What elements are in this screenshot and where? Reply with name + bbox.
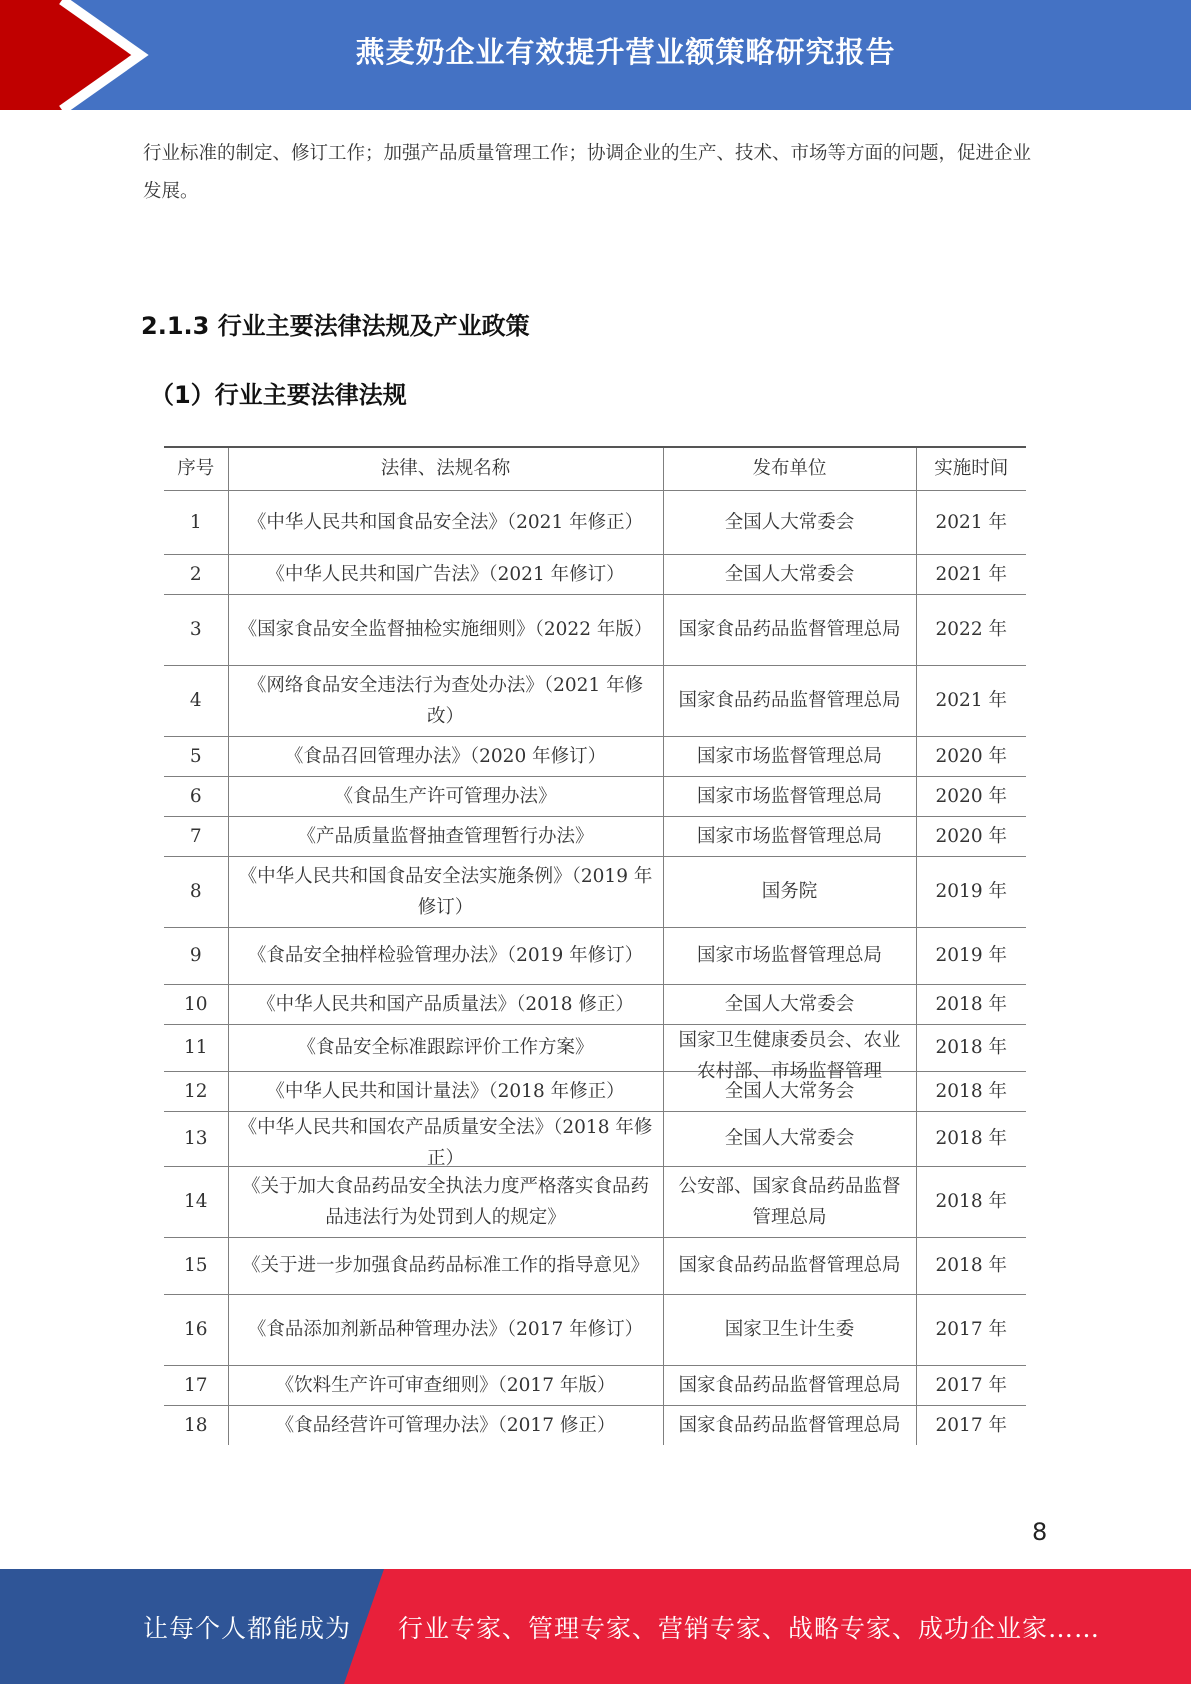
- row-date-text: 2018 年: [935, 1255, 1007, 1276]
- row-no-cell: [164, 665, 228, 736]
- row-name-cell: [228, 490, 663, 554]
- row-date-text: 2018 年: [935, 1080, 1007, 1102]
- row-name-text: 《中华人民共和国计量法》（2018 年修正）: [266, 1080, 625, 1102]
- row-date-cell: [916, 984, 1026, 1024]
- row-date-cell: [916, 736, 1026, 776]
- row-no-cell: [164, 1237, 228, 1294]
- row-date-text: 2020 年: [935, 785, 1007, 807]
- row-issuer-cell: [663, 736, 916, 776]
- row-issuer-cell: [663, 554, 916, 594]
- row-name-text: 《关于进一步加强食品药品标准工作的指导意见》: [241, 1255, 649, 1276]
- table-row: [164, 594, 1026, 665]
- row-date-cell: [916, 776, 1026, 816]
- row-date-cell: [916, 554, 1026, 594]
- subsection-heading: （1）行业主要法律法规: [150, 381, 407, 409]
- row-issuer-text: 全国人大常委会: [724, 1128, 855, 1149]
- laws-table: [164, 446, 1026, 1445]
- row-name-cell: [228, 594, 663, 665]
- row-issuer-text: 国家食品药品监督管理总局: [678, 690, 901, 711]
- table-header-row: [164, 447, 1026, 490]
- row-name-cell: [228, 554, 663, 594]
- row-name-text: 《食品添加剂新品种管理办法》（2017 年修订）: [247, 1319, 644, 1340]
- table-row: [164, 776, 1026, 816]
- header-date: 实施时间: [916, 447, 1026, 490]
- row-name-cell: [228, 1294, 663, 1365]
- row-date-cell: [916, 1405, 1026, 1445]
- row-name-text: 《中华人民共和国食品安全法》（2021 年修正）: [247, 511, 644, 533]
- row-name-text: 《食品安全标准跟踪评价工作方案》: [297, 1037, 594, 1058]
- row-date-text: 2018 年: [935, 1191, 1007, 1212]
- footer-slogan-right: 行业专家、管理专家、营销专家、战略专家、成功企业家……: [398, 1613, 1101, 1643]
- row-no-text: 10: [183, 993, 208, 1015]
- row-name-cell: [228, 1111, 663, 1169]
- row-date-cell: [916, 490, 1026, 554]
- section-heading: 2.1.3 行业主要法律法规及产业政策: [141, 312, 530, 340]
- row-name-cell: [228, 1166, 663, 1237]
- row-no-text: 4: [189, 690, 202, 711]
- row-issuer-text: 国家市场监督管理总局: [696, 945, 882, 966]
- table-row: [164, 1024, 1026, 1071]
- row-issuer-text: 国家食品药品监督管理总局: [678, 1374, 901, 1396]
- row-no-text: 6: [189, 785, 202, 807]
- row-date-cell: [916, 927, 1026, 984]
- header-issuer: 发布单位: [663, 447, 916, 490]
- footer-banner: [0, 1569, 1191, 1684]
- row-issuer-cell: [663, 984, 916, 1024]
- row-issuer-text: 国家食品药品监督管理总局: [678, 1414, 901, 1436]
- row-issuer-cell: [663, 776, 916, 816]
- row-name-cell: [228, 1237, 663, 1294]
- row-date-text: 2021 年: [935, 563, 1007, 585]
- row-date-text: 2017 年: [935, 1414, 1007, 1436]
- row-issuer-text: 国务院: [761, 881, 818, 902]
- row-issuer-cell: [663, 1294, 916, 1365]
- table-row: [164, 736, 1026, 776]
- row-date-text: 2017 年: [935, 1319, 1007, 1340]
- row-date-cell: [916, 816, 1026, 856]
- table-row: [164, 856, 1026, 927]
- row-issuer-text: 全国人大常委会: [724, 563, 855, 585]
- row-no-cell: [164, 1294, 228, 1365]
- row-no-text: 9: [189, 945, 202, 966]
- row-no-cell: [164, 594, 228, 665]
- row-date-text: 2019 年: [935, 945, 1007, 966]
- row-date-cell: [916, 1237, 1026, 1294]
- row-name-text: 《食品召回管理办法》（2020 年修订）: [284, 745, 607, 767]
- row-no-text: 3: [189, 619, 202, 640]
- table-row: [164, 490, 1026, 554]
- row-issuer-cell: [663, 665, 916, 736]
- footer-slogan-left: 让每个人都能成为: [143, 1613, 352, 1643]
- row-name-text: 《中华人民共和国广告法》（2021 年修订）: [266, 563, 625, 585]
- row-name-text: 《食品生产许可管理办法》: [334, 785, 557, 807]
- table-row: [164, 1166, 1026, 1237]
- row-no-text: 16: [183, 1319, 208, 1340]
- row-no-cell: [164, 736, 228, 776]
- row-issuer-cell: [663, 856, 916, 927]
- row-no-cell: [164, 1111, 228, 1166]
- row-name-cell: [228, 984, 663, 1024]
- row-date-text: 2022 年: [935, 619, 1007, 640]
- row-name-text: 《网络食品安全违法行为查处办法》（2021 年修改）: [247, 674, 644, 727]
- row-name-cell: [228, 816, 663, 856]
- row-name-cell: [228, 1405, 663, 1445]
- row-issuer-cell: [663, 1024, 916, 1082]
- row-name-text: 《饮料生产许可审查细则》（2017 年版）: [275, 1374, 616, 1396]
- row-date-cell: [916, 1024, 1026, 1071]
- row-no-text: 18: [183, 1414, 208, 1436]
- row-no-cell: [164, 1365, 228, 1405]
- row-date-cell: [916, 665, 1026, 736]
- row-issuer-text: 国家食品药品监督管理总局: [678, 619, 901, 640]
- row-issuer-cell: [663, 816, 916, 856]
- row-no-cell: [164, 1405, 228, 1445]
- row-no-cell: [164, 776, 228, 816]
- header-name: 法律、法规名称: [228, 447, 663, 490]
- table-row: [164, 554, 1026, 594]
- row-no-cell: [164, 1024, 228, 1071]
- row-issuer-text: 国家市场监督管理总局: [696, 825, 882, 847]
- row-date-cell: [916, 594, 1026, 665]
- row-no-text: 17: [183, 1374, 208, 1396]
- row-issuer-text: 国家食品药品监督管理总局: [678, 1255, 901, 1276]
- intro-paragraph: 行业标准的制定、修订工作；加强产品质量管理工作；协调企业的生产、技术、市场等方面的问题，促进企业发展。: [143, 143, 1032, 202]
- row-no-cell: [164, 490, 228, 554]
- table-row: [164, 1365, 1026, 1405]
- row-name-cell: [228, 1071, 663, 1111]
- table-row: [164, 1071, 1026, 1111]
- row-issuer-text: 国家卫生计生委: [724, 1319, 855, 1340]
- row-date-text: 2018 年: [935, 1037, 1007, 1058]
- table-row: [164, 665, 1026, 736]
- row-no-cell: [164, 984, 228, 1024]
- row-date-text: 2019 年: [935, 881, 1007, 902]
- row-no-text: 1: [189, 511, 202, 533]
- row-no-text: 13: [183, 1128, 208, 1149]
- row-date-text: 2018 年: [935, 993, 1007, 1015]
- row-no-text: 2: [189, 563, 202, 585]
- row-no-text: 15: [183, 1255, 208, 1276]
- row-no-text: 5: [189, 745, 202, 767]
- table-row: [164, 984, 1026, 1024]
- row-no-cell: [164, 856, 228, 927]
- row-issuer-cell: [663, 1365, 916, 1405]
- header-banner: [0, 0, 1191, 110]
- row-date-cell: [916, 1365, 1026, 1405]
- row-no-text: 7: [189, 825, 202, 847]
- row-name-cell: [228, 1024, 663, 1071]
- row-no-text: 11: [183, 1037, 208, 1058]
- row-name-text: 《食品经营许可管理办法》（2017 修正）: [275, 1414, 616, 1436]
- row-date-text: 2021 年: [935, 690, 1007, 711]
- row-no-cell: [164, 1071, 228, 1111]
- row-name-text: 《产品质量监督抽查管理暂行办法》: [297, 825, 594, 847]
- row-date-text: 2018 年: [935, 1128, 1007, 1149]
- row-issuer-cell: [663, 594, 916, 665]
- table-row: [164, 1111, 1026, 1166]
- row-issuer-text: 全国人大常委会: [724, 993, 855, 1015]
- row-name-cell: [228, 1365, 663, 1405]
- row-no-cell: [164, 1166, 228, 1237]
- row-name-text: 《食品安全抽样检验管理办法》（2019 年修订）: [247, 945, 644, 966]
- row-issuer-cell: [663, 1111, 916, 1166]
- row-no-text: 12: [183, 1080, 208, 1102]
- row-issuer-text: 国家市场监督管理总局: [696, 745, 882, 767]
- row-issuer-cell: [663, 927, 916, 984]
- row-issuer-text: 公安部、国家食品药品监督管理总局: [678, 1175, 901, 1228]
- row-name-text: 《国家食品安全监督抽检实施细则》（2022 年版）: [238, 619, 653, 640]
- row-date-cell: [916, 856, 1026, 927]
- row-issuer-text: 国家卫生健康委员会、农业农村部、市场监督管理: [678, 1030, 901, 1082]
- row-name-cell: [228, 927, 663, 984]
- row-name-text: 《中华人民共和国食品安全法实施条例》（2019 年修订）: [238, 865, 653, 918]
- row-name-text: 《关于加大食品药品安全执法力度严格落实食品药品违法行为处罚到人的规定》: [241, 1175, 649, 1228]
- row-date-text: 2020 年: [935, 745, 1007, 767]
- row-no-cell: [164, 816, 228, 856]
- page-number: 8: [1032, 1518, 1048, 1546]
- row-name-text: 《中华人民共和国农产品质量安全法》（2018 年修正）: [238, 1117, 653, 1169]
- table-row: [164, 1294, 1026, 1365]
- row-name-cell: [228, 776, 663, 816]
- row-no-cell: [164, 554, 228, 594]
- row-no-text: 14: [183, 1191, 208, 1212]
- row-name-cell: [228, 736, 663, 776]
- row-name-text: 《中华人民共和国产品质量法》（2018 修正）: [257, 993, 634, 1015]
- row-issuer-text: 国家市场监督管理总局: [696, 785, 882, 807]
- row-issuer-cell: [663, 1237, 916, 1294]
- table-row: [164, 1405, 1026, 1445]
- document-title: 燕麦奶企业有效提升营业额策略研究报告: [355, 34, 896, 69]
- row-date-cell: [916, 1071, 1026, 1111]
- row-date-text: 2017 年: [935, 1374, 1007, 1396]
- row-issuer-cell: [663, 1166, 916, 1237]
- table-row: [164, 927, 1026, 984]
- row-name-cell: [228, 856, 663, 927]
- row-name-cell: [228, 665, 663, 736]
- row-no-text: 8: [189, 881, 202, 902]
- row-date-cell: [916, 1166, 1026, 1237]
- row-no-cell: [164, 927, 228, 984]
- row-issuer-cell: [663, 490, 916, 554]
- row-issuer-cell: [663, 1405, 916, 1445]
- table-row: [164, 1237, 1026, 1294]
- table-row: [164, 816, 1026, 856]
- header-no: 序号: [164, 447, 228, 490]
- row-date-cell: [916, 1294, 1026, 1365]
- row-date-text: 2021 年: [935, 511, 1007, 533]
- row-date-cell: [916, 1111, 1026, 1166]
- row-date-text: 2020 年: [935, 825, 1007, 847]
- row-issuer-text: 全国人大常务会: [724, 1080, 855, 1102]
- row-issuer-text: 全国人大常委会: [724, 511, 855, 533]
